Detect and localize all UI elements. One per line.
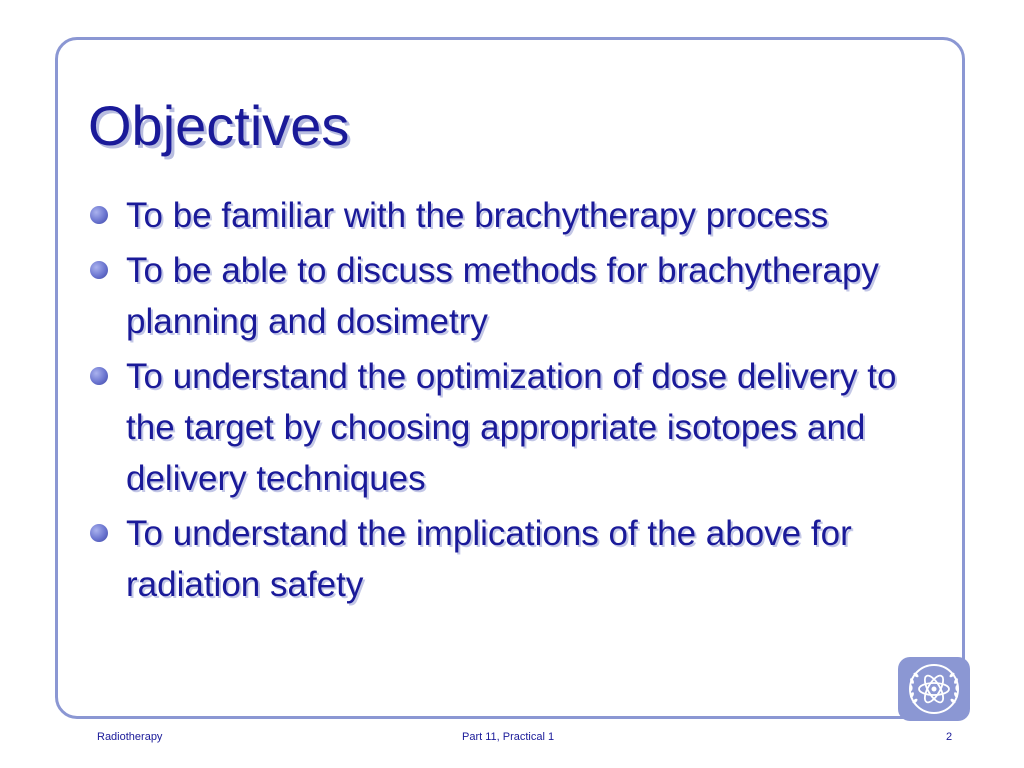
bullet-text: To be familiar with the brachytherapy process [126, 196, 829, 235]
bullet-icon [90, 367, 108, 385]
slide-title: Objectives [88, 94, 350, 157]
bullet-icon [90, 524, 108, 542]
bullet-list [88, 190, 948, 614]
atom-laurel-icon [898, 657, 970, 721]
bullet-item [88, 508, 948, 610]
iaea-logo-icon [898, 657, 970, 721]
bullet-item [88, 190, 948, 241]
bullet-icon [90, 261, 108, 279]
footer-part: Part 11, Practical 1 [462, 731, 555, 743]
bullet-text: To be able to discuss methods for brachytherapy planning and dosimetry [126, 251, 879, 341]
bullet-item [88, 245, 948, 347]
bullet-icon [90, 206, 108, 224]
footer-page-number: 2 [946, 731, 953, 743]
footer-course: Radiotherapy [97, 731, 163, 743]
bullet-text: To understand the optimization of dose delivery to the target by choosing appropriate isotopes and delivery techniques [126, 357, 897, 498]
bullet-item [88, 351, 948, 504]
bullet-text: To understand the implications of the above for radiation safety [126, 514, 852, 604]
